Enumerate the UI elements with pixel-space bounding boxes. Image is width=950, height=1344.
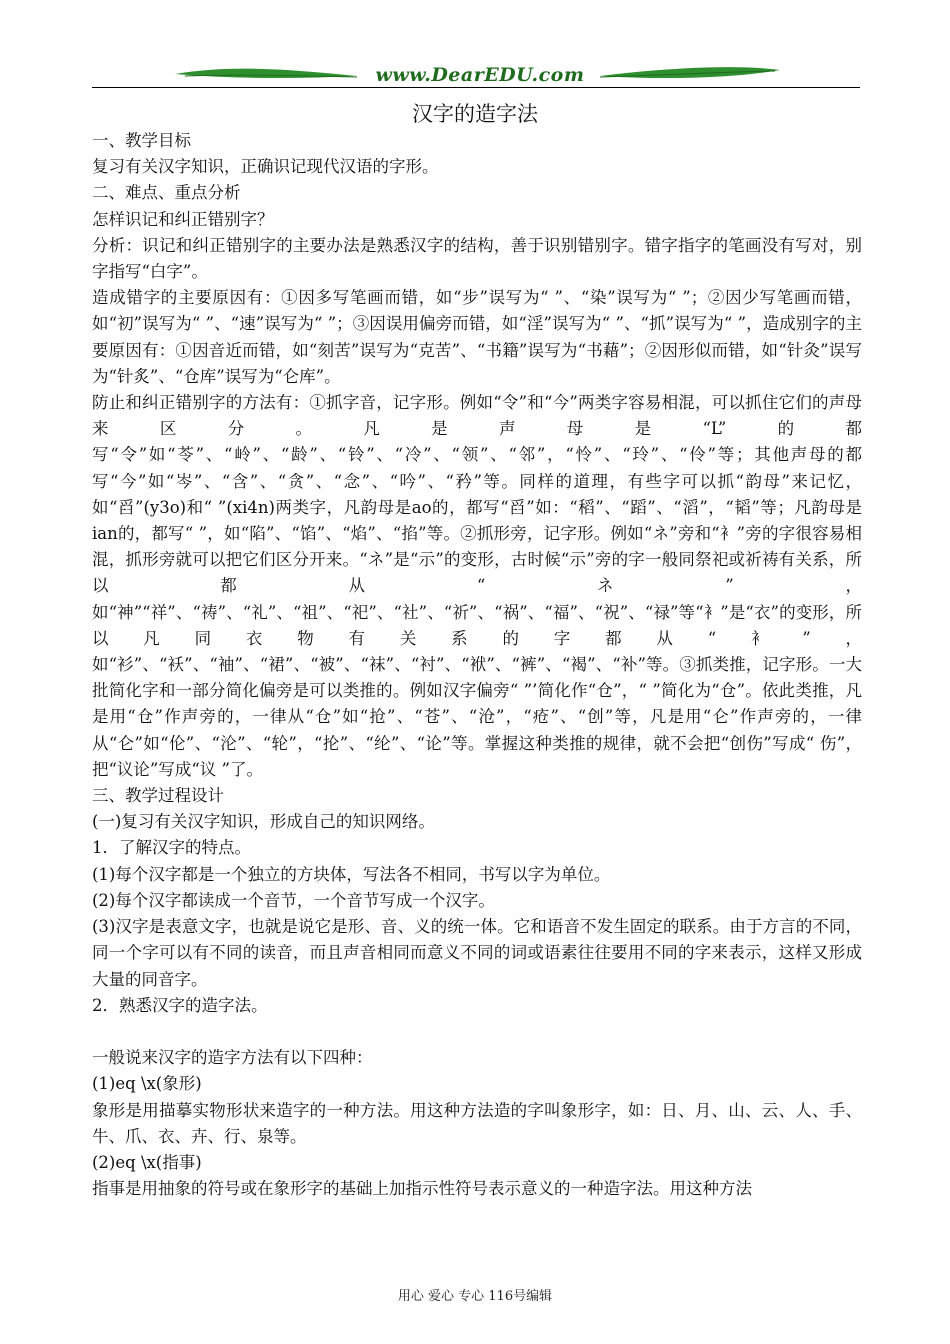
site-logo-text: www.DearEDU.com (375, 64, 585, 86)
section-heading: 二、难点、重点分析 (92, 183, 241, 203)
paragraph: 分析：识记和纠正错别字的主要办法是熟悉汉字的结构，善于识别错别字。错字指字的笔画没有写对，别字指写“白字”。 (92, 235, 862, 282)
paragraph: 造成错字的主要原因有：①因多写笔画而错，如“步”误写为“ ”、“染”误写为“ ”；②因少写笔画而错，如“初”误写为“ ”、“速”误写为“ ”；③因误用偏旁而错，如“淫”误写为“ ”、“抓”误写为“ ”，造成别字的主要原因有：①因音近而错，如“刻苦”误写为“克苦”、“书籍”误写为“书藉”；②因形似而错，如“针灸”误写为“针炙”、“仓库”误写为“仑库”。 (92, 288, 862, 386)
paragraph: (一)复习有关汉字知识，形成自己的知识网络。 (92, 812, 435, 832)
paragraph: (3)汉字是表意文字，也就是说它是形、音、义的统一体。它和语音不发生固定的联系。由于方言的不同，同一个字可以有不同的读音，而且声音相同而意义不同的词或语素往往要用不同的字来表示，这样又形成大量的同音字。 (92, 917, 862, 989)
site-header-banner (95, 62, 860, 94)
section-heading: 三、教学过程设计 (92, 786, 224, 806)
document-body (92, 128, 862, 1202)
blank-line (92, 1019, 862, 1045)
paragraph: 一般说来汉字的造字方法有以下四种： (92, 1048, 373, 1068)
paragraph: (2)eq \x(指事) (92, 1152, 202, 1172)
paragraph: (1)每个汉字都是一个独立的方块体，写法各不相同，书写以字为单位。 (92, 864, 611, 884)
paragraph: 怎样识记和纠正错别字？ (92, 209, 274, 229)
paragraph: 指事是用抽象的符号或在象形字的基础上加指示性符号表示意义的一种造字法。用这种方法 (92, 1179, 752, 1199)
paragraph: 2．熟悉汉字的造字法。 (92, 995, 268, 1015)
paragraph: 复习有关汉字知识，正确识记现代汉语的字形。 (92, 157, 439, 177)
page-footer: 用心 爱心 专心 116号编辑 (397, 1289, 553, 1304)
paragraph: 防止和纠正错别字的方法有：①抓字音，记字形。例如“令”和“今”两类字容易相混，可以抓住它们的声母来区分。凡是声母是“L”的都写“令”如“苓”、“岭”、“龄”、“铃”、“冷”、“领”、“邻”，“怜”、“玲”、“伶”等；其他声母的都写“今”如“岑”、“含”、“贪”、“念”、“吟”、“矜”等。同样的道理，有些字可以抓“韵母”来记忆，如“舀”(y3o)和“ ”(xi4n)两类字，凡韵母是ao的，都写“舀”如：“稻”、“蹈”、“滔”，“韬”等；凡韵母是ian的，都写“ ”，如“陷”、“馅”、“焰”、“掐”等。②抓形旁，记字形。例如“ネ”旁和“衤”旁的字很容易相混，抓形旁就可以把它们区分开来。“ネ”是“示”的变形，古时候“示”旁的字一般同祭祀或祈祷有关系，所以都从“ネ”，如“神”“祥”、“祷”、“礼”、“祖”、“祀”、“社”、“祈”、“祸”、“福”、“祝”、“禄”等“衤”是“衣”的变形，所以凡同衣物有关系的字都从“衤”，如“衫”、“袄”、“袖”、“裙”、“被”、“袜”、“衬”、“袱”、“裤”、“褐”、“补”等。③抓类推，记字形。一大批简化字和一部分简化偏旁是可以类推的。例如汉字偏旁“ ”’简化作“仓”，“ ”简化为“仓”。依此类推，凡是用“仓”作声旁的，一律从“仓”如“抢”、“苍”、“沧”，“疮”、“创”等，凡是用“仑”作声旁的，一律从“仑”如“伦”、“沦”、“轮”，“抡”、“纶”、“论”等。掌握这种类推的规律，就不会把“创伤”写成“ 伤”，把“议论”写成“议 ”了。 (92, 393, 862, 779)
paragraph: (2)每个汉字都读成一个音节，一个音节写成一个汉字。 (92, 890, 495, 910)
header-divider (92, 87, 860, 88)
paragraph: (1)eq \x(象形) (92, 1074, 202, 1094)
paragraph: 象形是用描摹实物形状来造字的一种方法。用这种方法造的字叫象形字，如：日、月、山、云、人、手、牛、爪、衣、卉、行、泉等。 (92, 1100, 862, 1146)
section-heading: 一、教学目标 (92, 131, 191, 150)
paragraph: 1．了解汉字的特点。 (92, 838, 251, 858)
page-title: 汉字的造字法 (412, 102, 538, 126)
